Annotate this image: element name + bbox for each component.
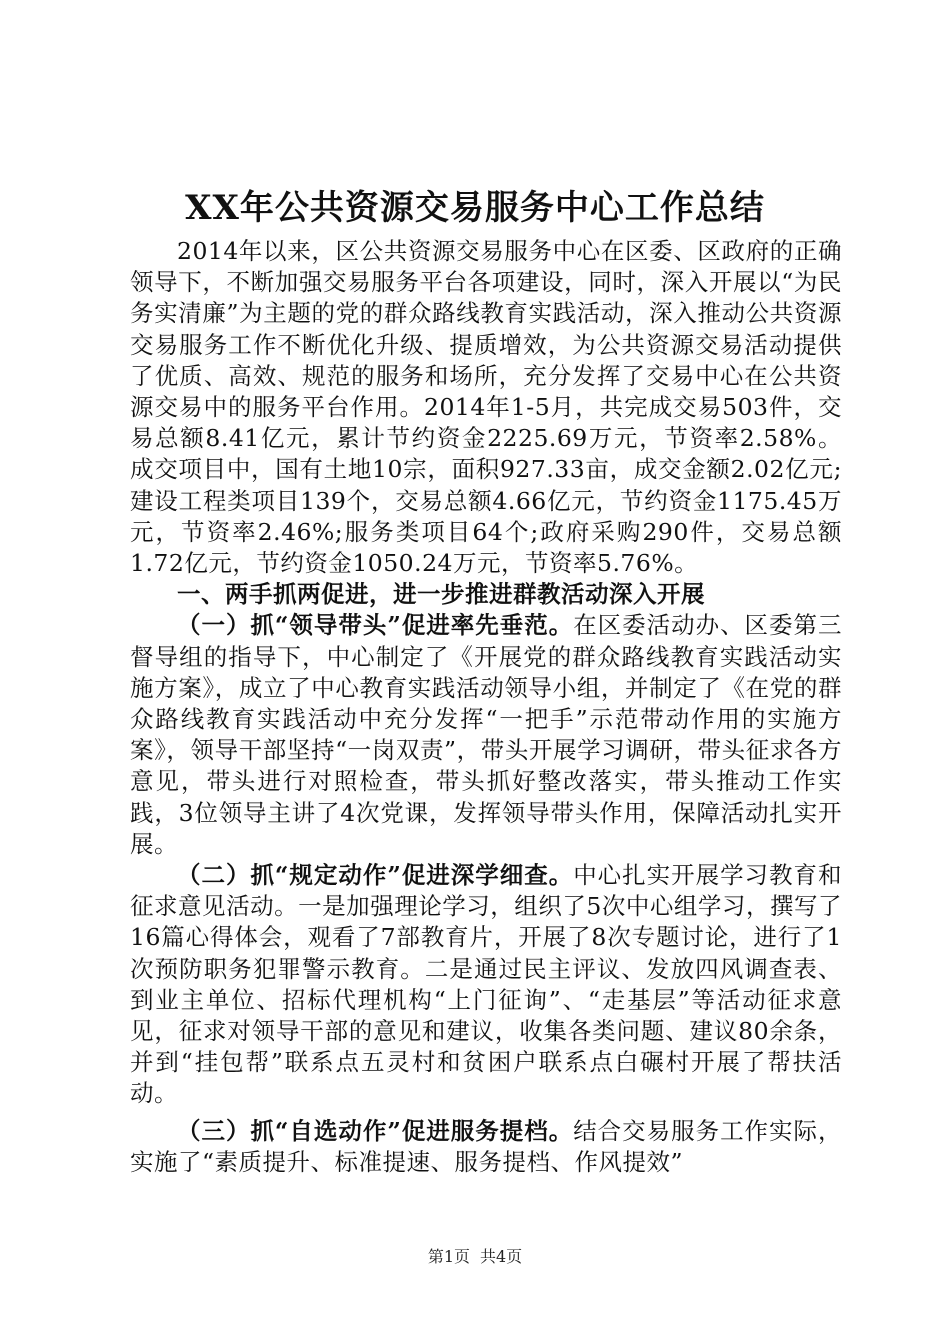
document-title: XX年公共资源交易服务中心工作总结 [185,188,765,228]
paragraph-optional-actions [130,1116,842,1178]
page-number: 第1页 [427,1247,470,1266]
paragraph-required-actions [130,860,842,1110]
section-heading: 一、两手抓两促进，进一步推进群教活动深入开展 [177,580,705,609]
page-total: 共4页 [480,1247,523,1266]
paragraph-lead: （一）抓“领导带头”促进率先垂范。 [177,611,574,640]
paragraph-body: 中心扎实开展学习教育和征求意见活动。一是加强理论学习，组织了5次中心组学习，撰写了16篇心得体会，观看了7部教育片，开展了8次专题讨论，进行了1次预防职务犯罪警示教育。二是通过民主评议、发放四风调查表、到业主单位、招标代理机构“上门征询”、“走基层”等活动征求意见，征求对领导干部的意见和建议，收集各类问题、建议80余条，并到“挂包帮”联系点五灵村和贫困户联系点白碾村开展了帮扶活动。 [130,861,843,1108]
page-footer [0,1246,950,1268]
document-body [130,236,842,1178]
paragraph-body: 在区委活动办、区委第三督导组的指导下，中心制定了《开展党的群众路线教育实践活动实施方案》，成立了中心教育实践活动领导小组，并制定了《在党的群众路线教育实践活动中充分发挥“一把手”示范带动作用的实施方案》，领导干部坚持“一岗双责”，带头开展学习调研，带头征求各方意见，带头进行对照检查，带头抓好整改落实，带头推动工作实践，3位领导主讲了4次党课，发挥领导带头作用，保障活动扎实开展。 [130,611,843,858]
paragraph-lead: （二）抓“规定动作”促进深学细查。 [177,861,574,890]
intro-paragraph: 2014年以来，区公共资源交易服务中心在区委、区政府的正确领导下，不断加强交易服务平台各项建设，同时，深入开展以“为民务实清廉”为主题的党的群众路线教育实践活动，深入推动公共资源交易服务工作不断优化升级、提质增效，为公共资源交易活动提供了优质、高效、规范的服务和场所，充分发挥了交易中心在公共资源交易中的服务平台作用。2014年1-5月，共完成交易503件，交易总额8.41亿元，累计节约资金2225.69万元，节资率2.58%。成交项目中，国有土地10宗，面积927.33亩，成交金额2.02亿元;建设工程类项目139个，交易总额4.66亿元，节约资金1175.45万元，节资率2.46%;服务类项目64个;政府采购290件，交易总额1.72亿元，节约资金1050.24万元，节资率5.76%。 [130,237,842,578]
paragraph-lead: （三）抓“自选动作”促进服务提档。 [177,1116,574,1145]
paragraph-leadership [130,610,842,860]
paragraph-body: 结合交易服务工作实际，实施了“素质提升、标准提速、服务提档、作风提效” [130,1116,843,1176]
